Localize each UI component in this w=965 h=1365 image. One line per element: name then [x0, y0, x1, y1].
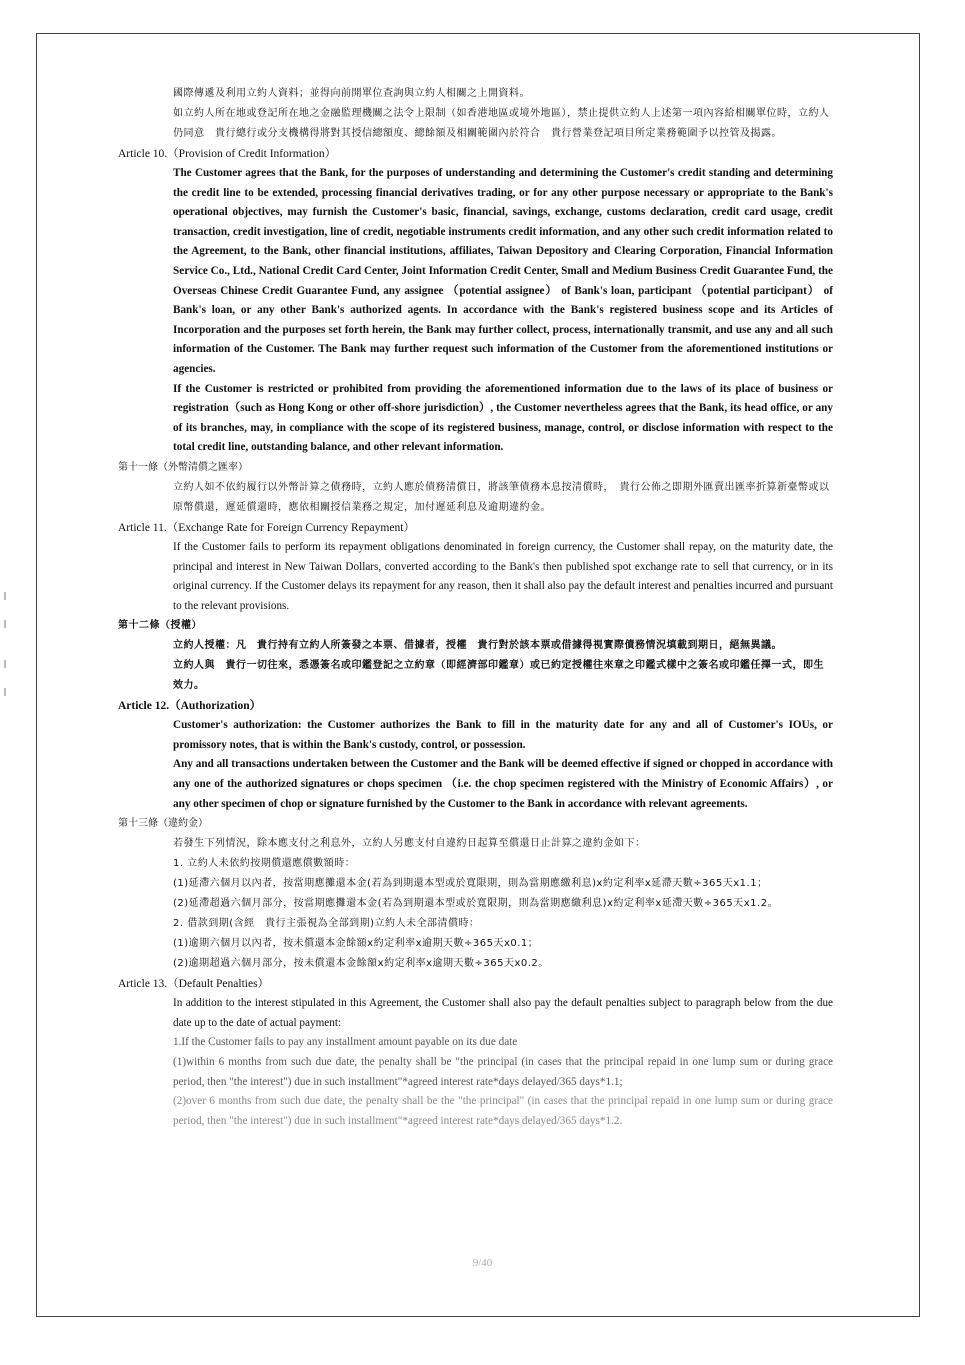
article-12-para1: Customer's authorization: the Customer authorizes the Bank to fill in the maturity date for any and all of Customer's IOUs, or promissory notes, that is within the Bank's custody, control, or possession. [173, 719, 833, 751]
binding-mark [4, 592, 6, 600]
article-10-body [173, 164, 833, 458]
page-number: 9/40 [472, 1257, 493, 1269]
binding-mark [4, 688, 6, 696]
article-13-intro: In addition to the interest stipulated in this Agreement, the Customer shall also pay the default penalties subject to paragraph below from the due date up to the date of actual payment: [173, 997, 833, 1029]
cn-article-13-item2: 2. 借款到期(含經 貴行主張視為全部到期)立約人未全部清償時： [173, 918, 480, 930]
cn-article-13-item1a: (1)延滯六個月以內者，按當期應攤還本金(若為到期還本型或於寬限期，則為當期應繳利息)x約定利率x延滯天數÷365天x1.1； [173, 878, 768, 890]
article-10-para1: The Customer agrees that the Bank, for the purposes of understanding and determining the Customer's credit standing and determining the credit line to be extended, processing financial derivatives trading, or for any other purpose necessary or appropriate to the Bank's operational objectives, may furnish the Customer's basic, financial, savings, exchange, customs declaration, credit card usage, credit transaction, credit investigation, line of credit, negotiable instruments credit information, and any other such credit information related to the Agreement, to the Bank, other financial institutions, affiliates, Taiwan Depository and Clearing Corporation, Financial Information Service Co., Ltd., National Credit Card Center, Joint Information Credit Center, Small and Medium Business Credit Guarantee Fund, the Overseas Chinese Credit Guarantee Fund, any assignee （potential assignee） of Bank's loan, participant （potential participant） of Bank's loan, or any other Bank's authorized agents. In accordance with the Bank's registered business scope and its Articles of Incorporation and the purposes set forth herein, the Bank may further collect, process, internationally transmit, and use any and all such information of the Customer. The Bank may further request such information of the Customer from the aforementioned institutions or agencies. [173, 167, 833, 375]
article-13-item1a: (1)within 6 months from such due date, the penalty shall be "the principal (in cases that the principal repaid in one lump sum or during grace period, then "the interest") due in such installment"*agreed interest rate*days delayed/365 days*1.1; [173, 1056, 833, 1088]
article-10-para2: If the Customer is restricted or prohibited from providing the aforementioned information due to the laws of its place of business or registration（such as Hong Kong or other off-shore jurisdiction）, the Customer nevertheless agrees that the Bank, its head office, or any of its branches, may, in compliance with the scope of its registered business, manage, control, or disclose information with respect to the total credit line, outstanding balance, and other relevant information. [173, 382, 833, 454]
cn-article-13-body [173, 834, 833, 974]
top-cn-block [173, 84, 833, 144]
cn-article-11-body-wrap [173, 478, 833, 518]
binding-mark [4, 620, 6, 628]
cn-article-11-heading: 第十一條（外幣清償之匯率） [118, 461, 248, 473]
article-12-body [173, 716, 833, 814]
document-body [118, 84, 833, 1131]
binding-mark [4, 660, 6, 668]
article-10-heading: Article 10.（Provision of Credit Information） [118, 148, 337, 160]
article-13-item1b: (2)over 6 months from such due date, the penalty shall be the "the principal" (in cases that the principal repaid in one lump sum or during grace period, then "the interest") due in such installment"*agreed interest rate*days delayed/365 days*1.2. [173, 1095, 833, 1127]
top-cn-line1: 國際傳遞及利用立約人資料；並得向前開單位查詢與立約人相關之上開資料。 [173, 88, 530, 99]
cn-article-12-para1: 立約人授權：凡 貴行持有立約人所簽發之本票、借據者，授權 貴行對於該本票或借據得視實際債務情況填載到期日，絕無異議。 [173, 640, 782, 652]
cn-article-13-item1b: (2)延滯超過六個月部分，按當期應攤還本金(若為到期還本型或於寬限期，則為當期應繳利息)x約定利率x延滯天數÷365天x1.2。 [173, 898, 779, 910]
article-12-heading: Article 12.（Authorization） [118, 700, 262, 713]
cn-article-12-para2: 立約人與 貴行一切往來，悉憑簽名或印鑑登記之立約章（即經濟部印鑑章）或已約定授權往來章之印鑑式樣中之簽名或印鑑任擇一式，即生效力。 [173, 660, 824, 692]
article-13-item1: 1.If the Customer fails to pay any installment amount payable on its due date [173, 1036, 518, 1049]
top-cn-para2: 如立約人所在地或登記所在地之金融監理機關之法令上限制（如香港地區或境外地區），禁止提供立約人上述第一項內容給相關單位時，立約人仍同意 貴行總行或分支機構得將對其授信總額度、總餘額及相關範圍內於符合 貴行營業登記項目所定業務範圍予以控管及揭露。 [173, 108, 830, 139]
article-13-heading: Article 13.（Default Penalties） [118, 978, 270, 991]
cn-article-12-heading: 第十二條（授權） [118, 620, 202, 632]
cn-article-11-body: 立約人如不依約履行以外幣計算之債務時，立約人應於債務清償日，將該筆債務本息按清償時， 貴行公佈之即期外匯賣出匯率折算新臺幣或以原幣償還，遲延償還時，應依相關授信業務之規定，加付遲延利息及逾期違約金。 [173, 481, 830, 513]
cn-article-13-intro: 若發生下列情況，除本應支付之利息外，立約人另應支付自違約日起算至償還日止計算之違約金如下： [173, 838, 646, 850]
cn-article-12-body [173, 636, 833, 696]
cn-article-13-item1: 1. 立約人未依約按期償還應償數額時： [173, 858, 356, 870]
article-11-body-wrap [173, 538, 833, 616]
cn-article-13-item2b: (2)逾期超過六個月部分，按未償還本金餘額x約定利率x逾期天數÷365天x0.2。 [173, 958, 549, 970]
cn-article-13-heading: 第十三條（違約金） [118, 818, 208, 830]
article-11-body: If the Customer fails to perform its repayment obligations denominated in foreign currency, the Customer shall repay, on the maturity date, the principal and interest in New Taiwan Dollars, converted according to the Bank's then published spot exchange rate to sell that currency, or in its original currency. If the Customer delays its repayment for any reason, then it shall also pay the default interest and penalties incurred and pursuant to the relevant provisions. [173, 540, 833, 612]
article-11-heading: Article 11.（Exchange Rate for Foreign Currency Repayment） [118, 521, 415, 534]
article-13-body [173, 994, 833, 1131]
cn-article-13-item2a: (1)逾期六個月以內者，按未償還本金餘額x約定利率x逾期天數÷365天x0.1； [173, 938, 539, 950]
article-12-para2: Any and all transactions undertaken between the Customer and the Bank will be deemed effective if signed or chopped in accordance with any one of the authorized signatures or chops specimen （i.e. the chop specimen registered with the Ministry of Economic Affairs）, or any other specimen of chop or signature furnished by the Customer to the Bank in accordance with relevant agreements. [173, 758, 833, 810]
